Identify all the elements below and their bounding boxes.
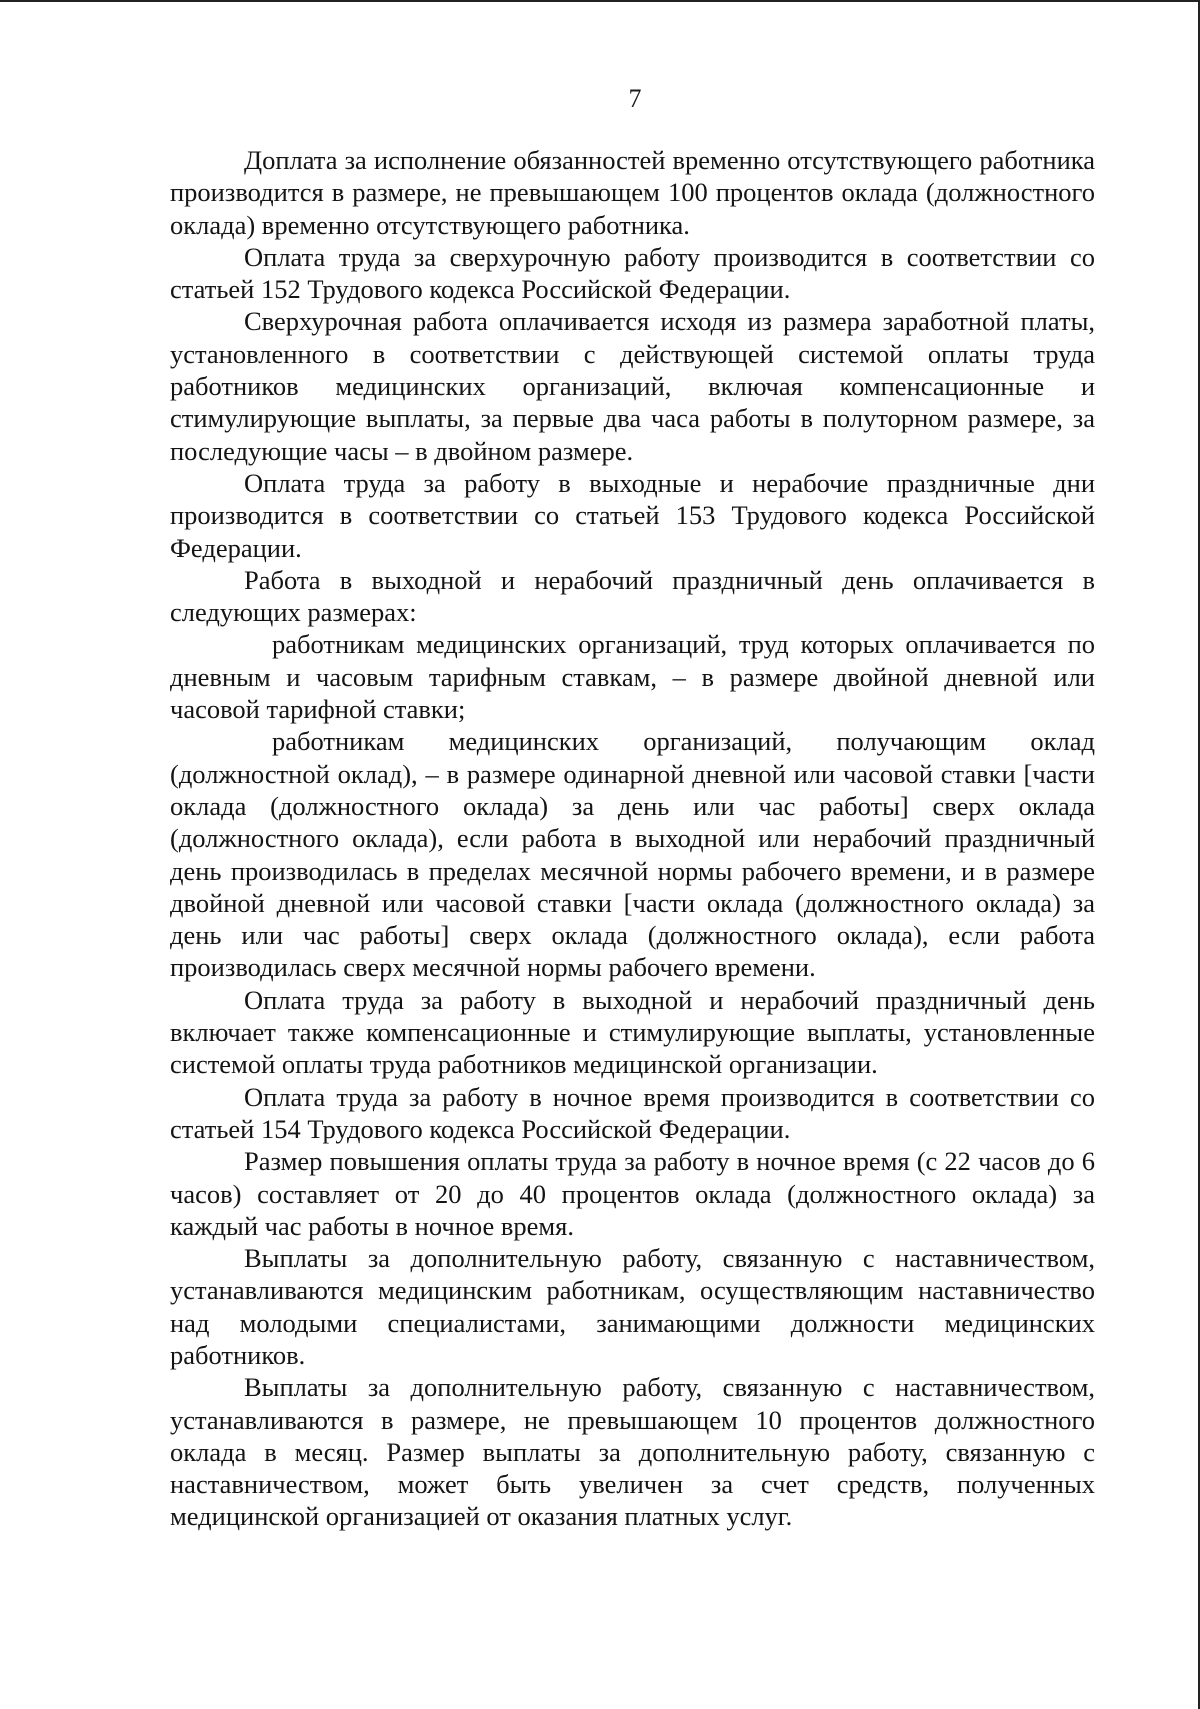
paragraph-overtime-rate: Сверхурочная работа оплачивается исходя из размера заработной платы, установленного в соответствии с действующей системой оплаты труда работников медицинских организаций, включая компенсационные и стимулирующие выплаты, за первые два часа работы в полуторном размере, за последующие часы – в двойном размере. xyxy=(170,306,1095,466)
document-body xyxy=(170,144,1095,1533)
paragraph-mentoring-pay: Выплаты за дополнительную работу, связанную с наставничеством, устанавливаются медицинским работникам, осуществляющим наставничество над молодыми специалистами, занимающими должности медицинских работников. xyxy=(170,1243,1095,1370)
list-item-salaried-workers: работникам медицинских организаций, получающим оклад (должностной оклад), – в размере одинарной дневной или часовой ставки [части оклада (должностного оклада) за день или час работы] сверх оклада (должностного оклада), если работа в выходной или нерабочий праздничный день производилась в пределах месячной нормы рабочего времени, и в размере двойной дневной или часовой ставки [части оклада (должностного оклада) за день или час работы] сверх оклада (должностного оклада), если работа производилась сверх месячной нормы рабочего времени. xyxy=(170,726,1095,983)
page-number: 7 xyxy=(628,84,642,113)
paragraph-mentoring-pay-rate: Выплаты за дополнительную работу, связанную с наставничеством, устанавливаются в размере, не превышающем 10 процентов должностного оклада в месяц. Размер выплаты за дополнительную работу, связанную с наставничеством, может быть увеличен за счет средств, полученных медицинской организацией от оказания платных услуг. xyxy=(170,1372,1095,1532)
paragraph-night-pay-rate: Размер повышения оплаты труда за работу в ночное время (с 22 часов до 6 часов) составляет от 20 до 40 процентов оклада (должностного оклада) за каждый час работы в ночное время. xyxy=(170,1146,1095,1241)
paragraph-substitution-pay: Доплата за исполнение обязанностей временно отсутствующего работника производится в размере, не превышающем 100 процентов оклада (должностного оклада) временно отсутствующего работника. xyxy=(170,145,1095,240)
list-item-tariff-rate-workers: работникам медицинских организаций, труд которых оплачивается по дневным и часовым тарифным ставкам, – в размере двойной дневной или часовой тарифной ставки; xyxy=(170,629,1095,725)
paragraph-night-pay: Оплата труда за работу в ночное время производится в соответствии со статьей 154 Трудового кодекса Российской Федерации. xyxy=(170,1081,1095,1144)
paragraph-overtime-pay: Оплата труда за сверхурочную работу производится в соответствии со статьей 152 Трудового кодекса Российской Федерации. xyxy=(170,241,1095,305)
paragraph-weekend-rates-intro: Работа в выходной и нерабочий праздничный день оплачивается в следующих размерах: xyxy=(170,564,1095,628)
paragraph-weekend-pay: Оплата труда за работу в выходные и нерабочие праздничные дни производится в соответствии со статьей 153 Трудового кодекса Российской Федерации. xyxy=(170,467,1095,563)
paragraph-weekend-includes-bonuses: Оплата труда за работу в выходной и нерабочий праздничный день включает также компенсационные и стимулирующие выплаты, установленные системой оплаты труда работников медицинской организации. xyxy=(170,984,1095,1080)
